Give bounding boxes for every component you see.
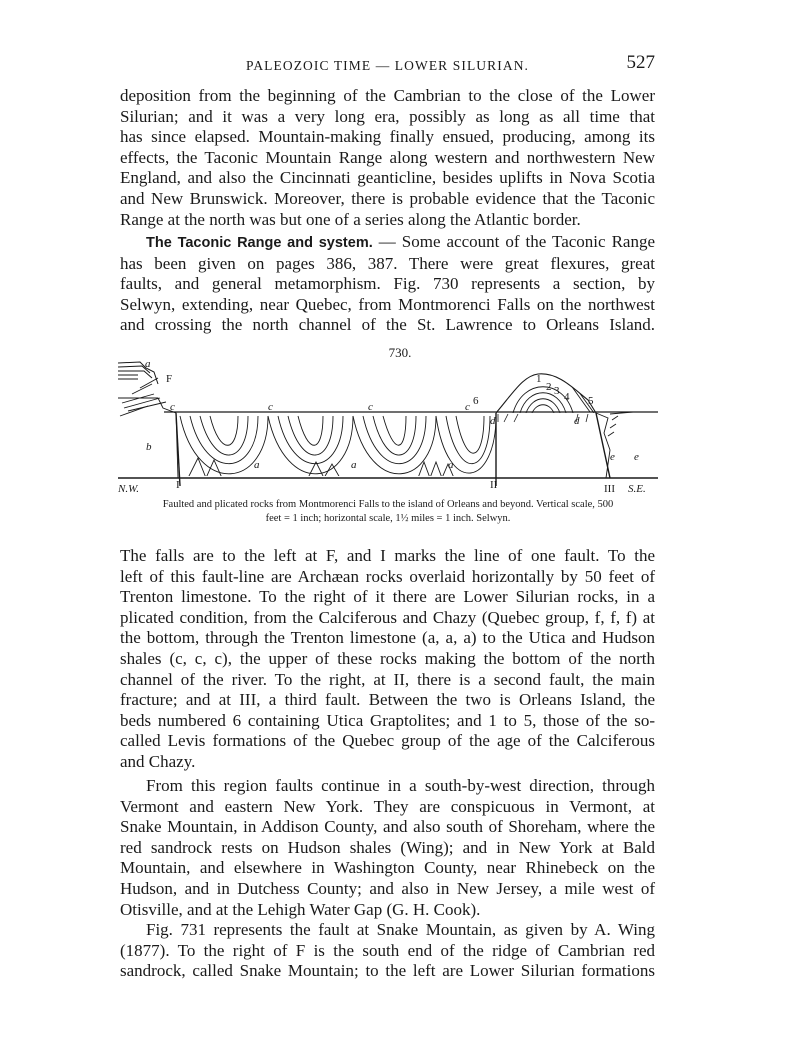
southeast-block — [596, 412, 658, 478]
label-a-fold: a — [254, 459, 260, 471]
figure-number: 730. — [388, 345, 412, 360]
trenton-cap — [118, 362, 158, 384]
text-line: sandrock, called Snake Mountain; to the left are Lower Silurian formations — [120, 961, 655, 981]
label-1: 1 — [536, 373, 542, 385]
label-3: 3 — [554, 385, 560, 397]
caption-line: feet = 1 inch; horizontal scale, 1½ miles = 1 inch. Selwyn. — [265, 513, 511, 524]
text-line: channel of the river. To the right, at II, there is a second fault, the main — [120, 669, 655, 689]
text-line: Range at the north was but one of a series along the Atlantic border. — [120, 209, 581, 229]
text-line: Selwyn, extending, near Quebec, from Montmorenci Falls on the northwest — [120, 294, 655, 314]
label-4: 4 — [564, 391, 570, 403]
archaean-block — [118, 378, 178, 478]
paragraph-deposition — [120, 86, 655, 230]
heading-continuation: — Some account of the Taconic Range — [378, 232, 655, 251]
text-line: has been given on pages 386, 387. There were great flexures, great — [120, 253, 655, 273]
label-6: 6 — [473, 395, 479, 407]
text-line: Mountain, and elsewhere in Washington County, near Rhinebeck on the — [120, 858, 655, 878]
fault-III — [596, 413, 610, 478]
paragraph-snake-mountain — [120, 920, 655, 982]
label-2: 2 — [546, 381, 552, 393]
text-line: England, and also the Cincinnati geanticline, besides uplifts in Nova Scotia — [120, 168, 655, 188]
text-line: Otisville, and at the Lehigh Water Gap (G. H. Cook). — [120, 899, 481, 919]
page-number: 527 — [626, 52, 655, 73]
text-line: Snake Mountain, in Addison County, and also south of Shoreham, where the — [120, 817, 655, 837]
label-fault-I: I — [176, 479, 180, 491]
running-head-title: PALEOZOIC TIME — LOWER SILURIAN. — [245, 58, 530, 73]
label-a-fold-3: a — [448, 459, 454, 471]
text-line: and crossing the north channel of the St. Lawrence to Orleans Island. — [120, 315, 655, 335]
text-line: Silurian; and it was a very long era, possibly as long as all time that — [120, 106, 655, 126]
text-line: shales (c, c, c), the upper of these rocks making the bottom of the north — [120, 648, 655, 668]
label-d-right: d — [574, 415, 580, 427]
paragraph-faults-continue — [120, 776, 655, 920]
label-5: 5 — [588, 395, 594, 407]
label-c-far: c — [465, 401, 470, 413]
text-line: the bottom, through the Trenton limestone (a, a, a) to the Utica and Hudson — [120, 628, 655, 648]
text-line: effects, the Taconic Mountain Range along western and northwestern New — [120, 147, 655, 167]
label-a: a — [145, 358, 151, 370]
label-F: F — [166, 373, 173, 385]
text-line: Trenton limestone. To the right of it there are Lower Silurian rocks, in a — [120, 587, 655, 607]
text-line: called Levis formations of the Quebec group of the age of the Calciferous — [120, 731, 655, 751]
text-line: The falls are to the left at F, and I marks the line of one fault. To the — [120, 546, 655, 565]
label-b: b — [146, 441, 152, 453]
label-c-mid: c — [268, 401, 273, 413]
figure-caption — [118, 498, 658, 526]
text-line: and Chazy. — [120, 751, 196, 771]
paragraph-falls — [120, 546, 655, 773]
text-line: deposition from the beginning of the Cambrian to the close of the Lower — [120, 86, 655, 105]
text-line: beds numbered 6 containing Utica Graptolites; and 1 to 5, those of the so- — [120, 710, 655, 730]
label-se: S.E. — [628, 483, 646, 495]
label-a-fold-2: a — [351, 459, 357, 471]
text-line: faults, and general metamorphism. Fig. 730 represents a section, by — [120, 274, 655, 294]
text-line: Vermont and eastern New York. They are conspicuous in Vermont, at — [120, 796, 655, 816]
geologic-section-figure — [118, 358, 658, 498]
label-d-left: d — [490, 415, 496, 427]
running-head — [120, 52, 655, 76]
paragraph-taconic-range — [120, 232, 655, 336]
text-line: plicated condition, from the Calciferous and Chazy (Quebec group, f, f, f) at — [120, 607, 655, 627]
label-fault-III: III — [604, 483, 615, 495]
text-line: fracture; and at III, a third fault. Between the two is Orleans Island, the — [120, 690, 655, 710]
text-line: Hudson, and in Dutchess County; and also in New Jersey, a mile west of — [120, 878, 655, 898]
label-fault-II: II — [490, 479, 498, 491]
label-c-left: c — [170, 401, 175, 413]
text-line: has since elapsed. Mountain-making finally ensued, producing, among its — [120, 127, 655, 147]
text-line: left of this fault-line are Archæan rocks overlaid horizontally by 50 feet of — [120, 566, 655, 586]
text-line — [120, 232, 655, 254]
text-line: (1877). To the right of F is the south end of the ridge of Cambrian red — [120, 940, 655, 960]
caption-line: Faulted and plicated rocks from Montmorenci Falls to the island of Orleans and beyond. Vertical scale, 500 — [162, 499, 614, 510]
label-e-right: e — [634, 451, 639, 463]
text-line: and New Brunswick. Moreover, there is probable evidence that the Taconic — [120, 188, 655, 208]
text-line: From this region faults continue in a south-by-west direction, through — [146, 776, 655, 795]
text-line: red sandrock rests on Hudson shales (Wing); and in New York at Bald — [120, 837, 655, 857]
label-nw: N.W. — [118, 483, 139, 495]
label-e-left: e — [610, 451, 615, 463]
section-heading: The Taconic Range and system. — [146, 235, 373, 251]
label-c-right: c — [368, 401, 373, 413]
text-line: Fig. 731 represents the fault at Snake Mountain, as given by A. Wing — [146, 920, 655, 939]
